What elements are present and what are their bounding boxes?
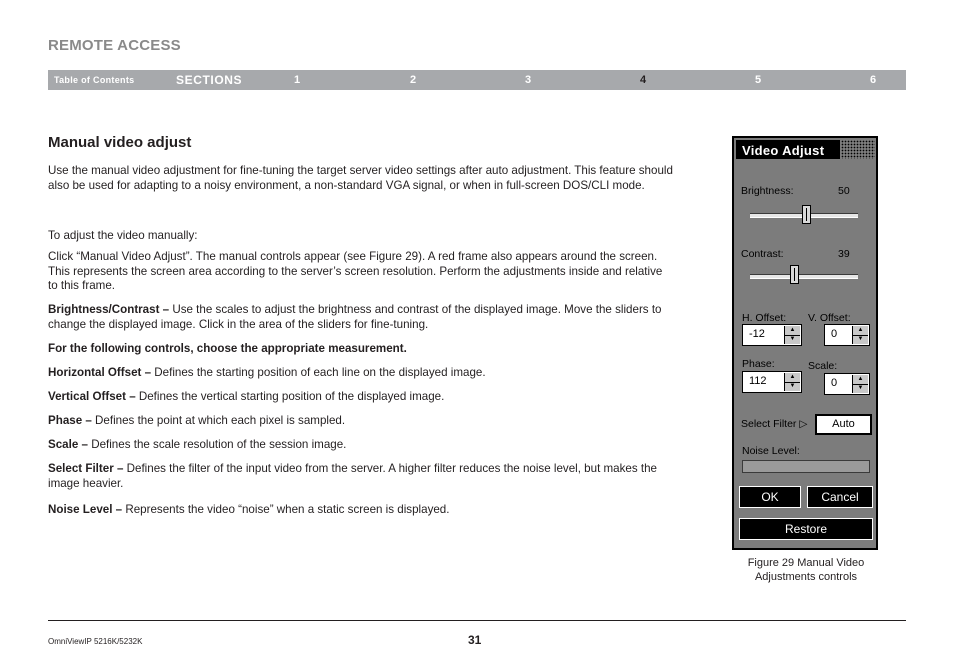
v-offset-arrows	[852, 326, 868, 344]
term: Horizontal Offset –	[48, 366, 152, 379]
spin-down-icon[interactable]: ▼	[789, 383, 796, 389]
nav-section-3[interactable]: 3	[525, 74, 532, 86]
spin-up-icon[interactable]: ▲	[853, 375, 868, 385]
video-adjust-title: Video Adjust	[742, 143, 825, 158]
nav-section-5[interactable]: 5	[755, 74, 762, 86]
description: Represents the video “noise” when a static screen is displayed.	[122, 503, 450, 516]
spin-up-icon[interactable]: ▲	[853, 326, 868, 336]
phase-label: Phase:	[742, 358, 775, 370]
h-offset-arrows	[784, 326, 800, 344]
contrast-label: Contrast:	[741, 248, 784, 260]
video-adjust-title-bar[interactable]	[736, 140, 840, 159]
select-filter-label: Select Filter ▷	[741, 418, 808, 430]
video-adjust-body	[734, 138, 876, 548]
term: Scale –	[48, 438, 88, 451]
term: Select Filter –	[48, 462, 124, 475]
filter-auto-button[interactable]: Auto	[815, 414, 872, 435]
note-text: For the following controls, choose the appropriate measurement.	[48, 342, 407, 355]
noise-level-bar	[742, 460, 870, 473]
nav-section-4-active[interactable]: 4	[640, 74, 647, 86]
video-adjust-panel	[732, 136, 878, 550]
section-heading: Manual video adjust	[48, 134, 192, 151]
noise-level-label: Noise Level:	[742, 445, 800, 457]
scale-arrows	[852, 375, 868, 393]
nav-section-2[interactable]: 2	[410, 74, 417, 86]
contrast-value: 39	[838, 248, 850, 260]
footer-product-name: OmniViewIP 5216K/5232K	[48, 637, 143, 646]
term: Vertical Offset –	[48, 390, 136, 403]
phase-arrows	[784, 373, 800, 391]
sections-label: SECTIONS	[176, 73, 243, 87]
description: Defines the point at which each pixel is sampled.	[91, 414, 346, 427]
brightness-label: Brightness:	[741, 185, 794, 197]
spin-up-icon[interactable]: ▲	[785, 373, 800, 383]
spin-down-icon[interactable]: ▼	[857, 336, 864, 342]
h-offset-value: -12	[749, 328, 765, 340]
phase-value: 112	[749, 375, 767, 387]
scale-label: Scale:	[808, 360, 838, 372]
spin-down-icon[interactable]: ▼	[789, 336, 796, 342]
description: Defines the filter of the input video from the server. A higher filter reduces the noise level, but makes the image heavier.	[48, 462, 658, 490]
click-instructions-paragraph: Click “Manual Video Adjust”. The manual controls appear (see Figure 29). A red frame also appears around the screen. This represents the screen area according to the server’s screen resolution. Perform the adjustments inside and relative to this frame.	[48, 250, 663, 293]
term: Noise Level –	[48, 503, 123, 516]
brightness-slider-thumb[interactable]	[802, 205, 811, 224]
title-bar-texture	[841, 140, 875, 159]
brightness-contrast-paragraph	[48, 303, 673, 332]
v-offset-label: V. Offset:	[808, 312, 851, 324]
scale-spinbox[interactable]	[824, 373, 870, 395]
horizontal-offset-paragraph	[48, 366, 673, 381]
phase-paragraph	[48, 414, 673, 429]
h-offset-spinbox[interactable]	[742, 324, 802, 346]
nav-section-1[interactable]: 1	[294, 74, 301, 86]
phase-spinbox[interactable]	[742, 371, 802, 393]
contrast-slider-thumb[interactable]	[790, 265, 799, 284]
noise-level-paragraph	[48, 503, 673, 518]
footer-divider	[48, 620, 906, 621]
term: Phase –	[48, 414, 92, 427]
figure-caption: Figure 29 Manual Video Adjustments controls	[747, 557, 865, 583]
table-of-contents-link[interactable]: Table of Contents	[54, 75, 135, 85]
measurement-note	[48, 342, 673, 357]
nav-section-6[interactable]: 6	[870, 74, 877, 86]
cancel-button[interactable]: Cancel	[807, 486, 873, 508]
description: Defines the starting position of each line on the displayed image.	[151, 366, 486, 379]
scale-paragraph	[48, 438, 673, 453]
description: Use the scales to adjust the brightness and contrast of the displayed image. Move the sliders to change the displayed image. Click in the area of the sliders for fine-tuning.	[48, 303, 662, 331]
to-adjust-paragraph: To adjust the video manually:	[48, 229, 198, 242]
ok-button[interactable]: OK	[739, 486, 801, 508]
v-offset-value: 0	[831, 328, 838, 340]
section-navigation-bar	[48, 70, 906, 90]
section-header-title: REMOTE ACCESS	[48, 37, 181, 54]
select-filter-paragraph	[48, 462, 673, 491]
spin-down-icon[interactable]: ▼	[857, 385, 864, 391]
vertical-offset-paragraph	[48, 390, 673, 405]
page-number: 31	[468, 633, 482, 647]
scale-value: 0	[831, 377, 838, 389]
spin-up-icon[interactable]: ▲	[785, 326, 800, 336]
h-offset-label: H. Offset:	[742, 312, 787, 324]
v-offset-spinbox[interactable]	[824, 324, 870, 346]
contrast-slider-track[interactable]	[750, 274, 858, 279]
intro-paragraph: Use the manual video adjustment for fine-tuning the target server video settings after auto adjustment. This feature should also be used for adapting to a noisy environment, a non-standard VGA signal, or when in full-screen DOS/CLI mode.	[48, 164, 673, 192]
brightness-value: 50	[838, 185, 850, 197]
description: Defines the scale resolution of the session image.	[87, 438, 347, 451]
term: Brightness/Contrast –	[48, 303, 170, 316]
restore-button[interactable]: Restore	[739, 518, 873, 540]
description: Defines the vertical starting position of the displayed image.	[135, 390, 445, 403]
